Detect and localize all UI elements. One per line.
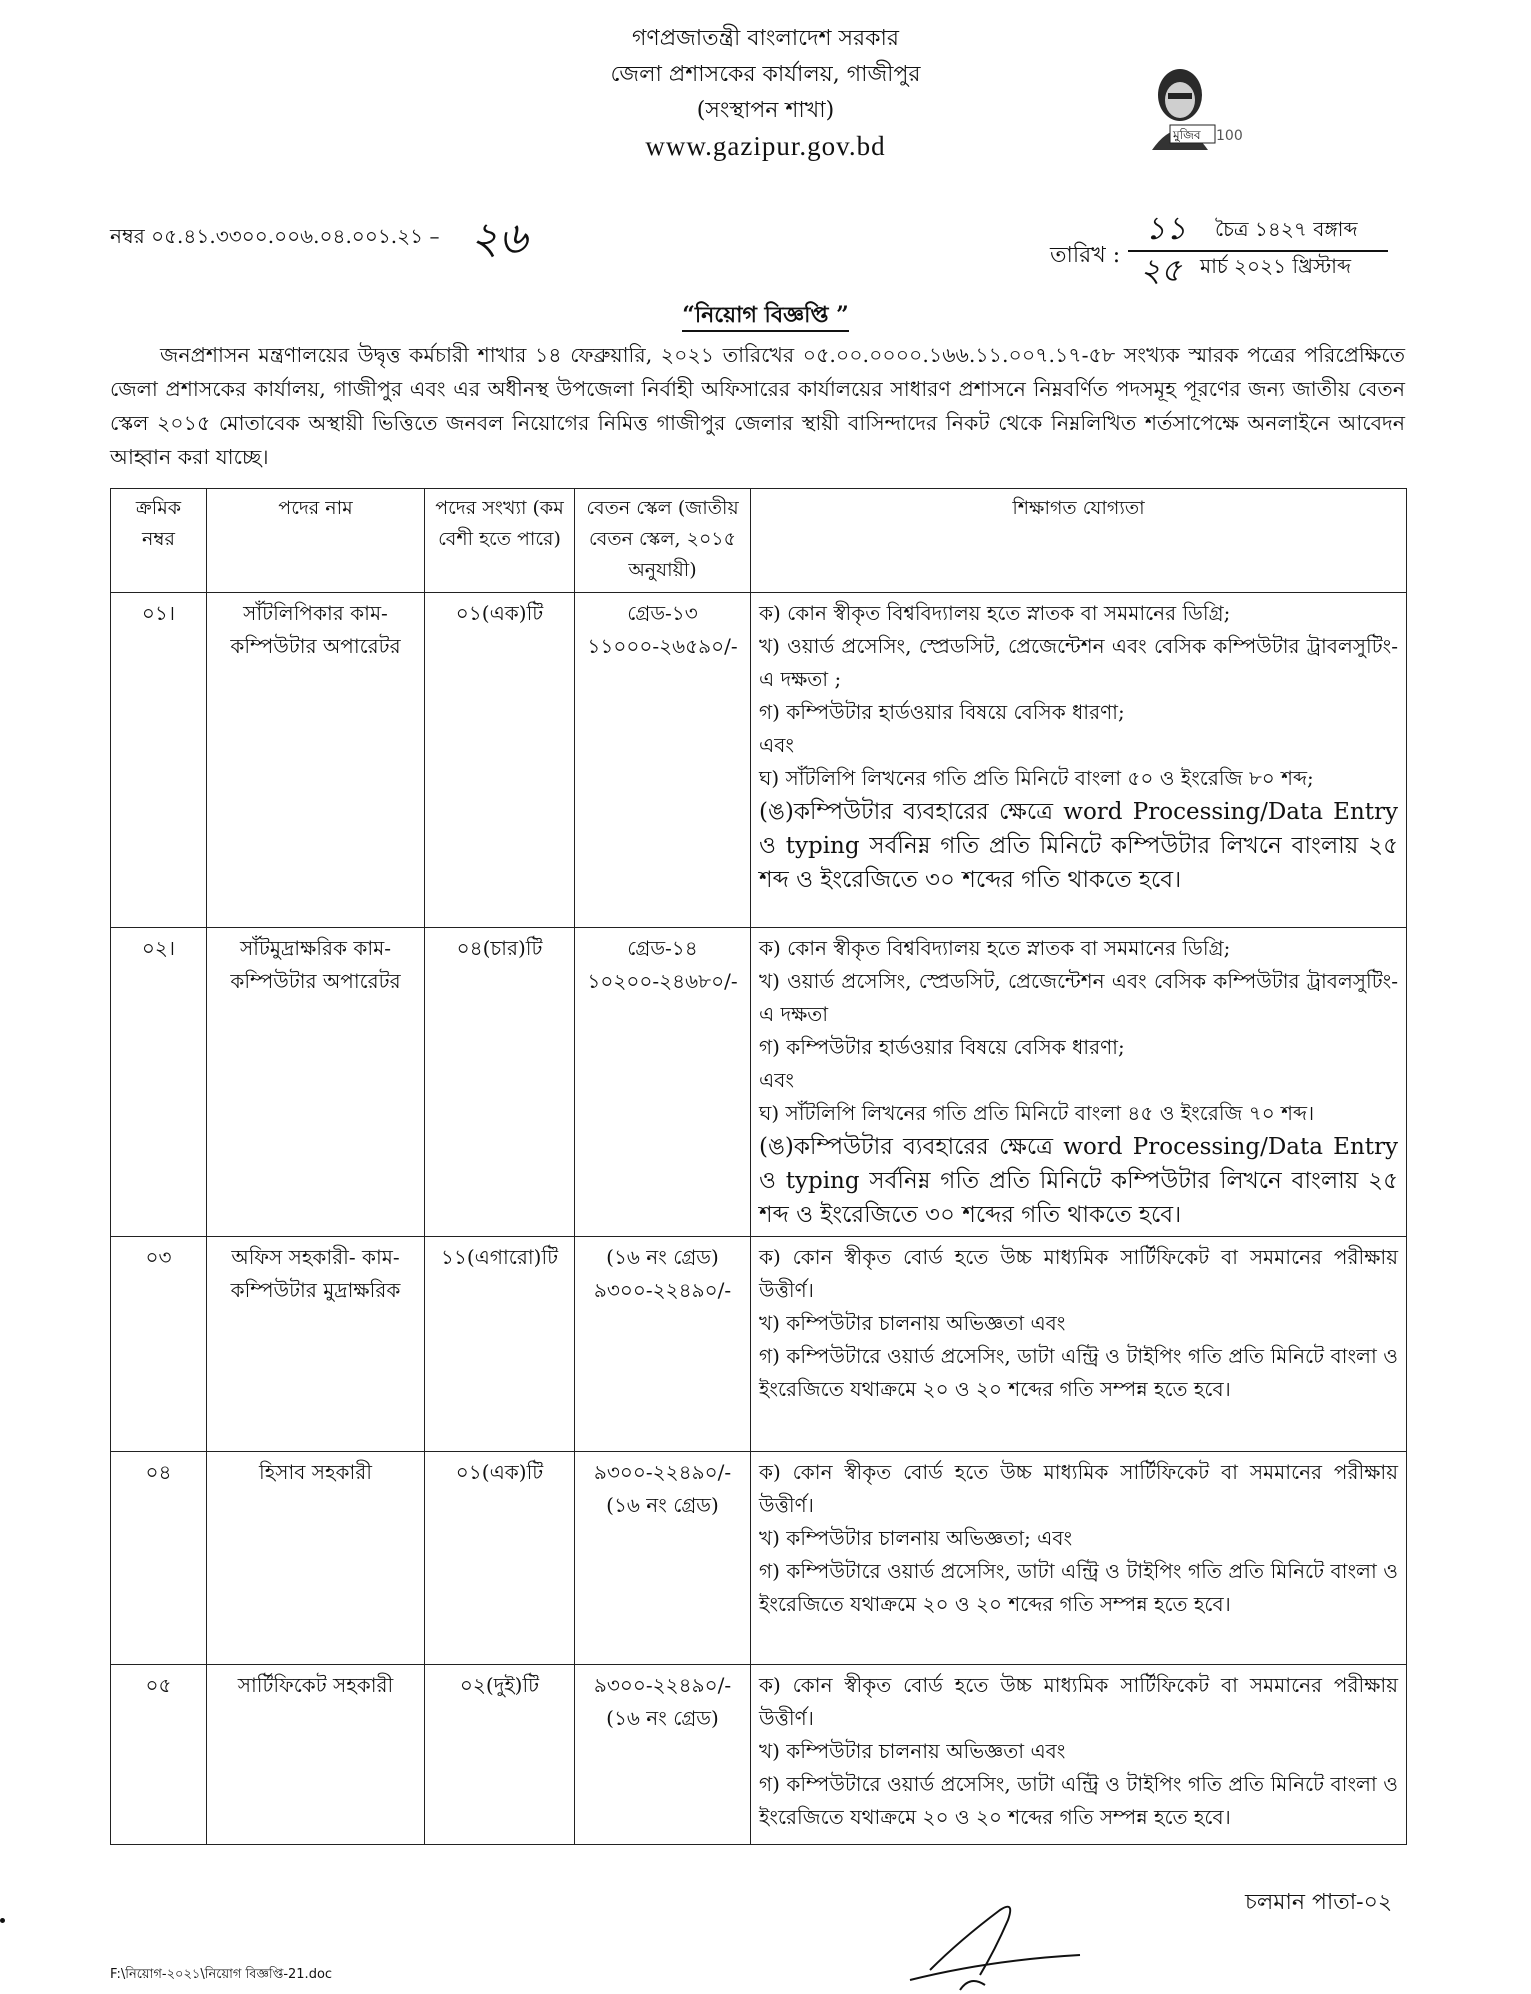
qualification-item: ক) কোন স্বীকৃত বোর্ড হতে উচ্চ মাধ্যমিক সার্টিফিকেট বা সমমানের পরীক্ষায় উত্তীর্ণ। bbox=[759, 1673, 1398, 1730]
qualification-item: খ) কম্পিউটার চালনায় অভিজ্ঞতা এবং bbox=[759, 1739, 1066, 1763]
table-row bbox=[111, 928, 1407, 1237]
scale-line: ১১০০০-২৬৫৯০/- bbox=[587, 634, 738, 658]
scale-line: ৯৩০০-২২৪৯০/- bbox=[593, 1278, 732, 1302]
date-english: মার্চ ২০২১ খ্রিস্টাব্দ bbox=[1200, 254, 1351, 278]
cell-count: ০১(এক)টি bbox=[425, 593, 575, 928]
qualification-item: গ) কম্পিউটার হার্ডওয়ার বিষয়ে বেসিক ধারণা; bbox=[759, 1035, 1125, 1059]
cell-scale bbox=[575, 1665, 751, 1845]
cell-scale bbox=[575, 1452, 751, 1665]
qualification-item: ঘ) সাঁটলিপি লিখনের গতি প্রতি মিনিটে বাংলা ৪৫ ও ইংরেজি ৭০ শব্দ। bbox=[759, 1101, 1315, 1125]
scale-line: গ্রেড-১৩ bbox=[627, 601, 698, 625]
cell-scale bbox=[575, 593, 751, 928]
qualification-item: গ) কম্পিউটারে ওয়ার্ড প্রসেসিং, ডাটা এন্ট্রি ও টাইপিং গতি প্রতি মিনিটে বাংলা ও ইংরেজিতে যথাক্রমে ২০ ও ২০ শব্দের গতি সম্পন্ন হতে হবে। bbox=[759, 1772, 1398, 1829]
cell-serial: ০৫ bbox=[111, 1665, 207, 1845]
header-branch: (সংস্থাপন শাখা) bbox=[696, 98, 835, 123]
qualification-item: (ঙ)কম্পিউটার ব্যবহারের ক্ষেত্রে word Processing/Data Entry ও typing সর্বনিম্ন গতি প্রতি মিনিটে কম্পিউটার লিখনে বাংলায় ২৫ শব্দ ও ইংরেজিতে ৩০ শব্দের গতি থাকতে হবে। bbox=[759, 799, 1398, 893]
qualification-item: ক) কোন স্বীকৃত বোর্ড হতে উচ্চ মাধ্যমিক সার্টিফিকেট বা সমমানের পরীক্ষায় উত্তীর্ণ। bbox=[759, 1245, 1398, 1302]
header-serial: ক্রমিক নম্বর bbox=[111, 489, 207, 593]
qualification-item: ক) কোন স্বীকৃত বিশ্ববিদ্যালয় হতে স্নাতক বা সমমানের ডিগ্রি; bbox=[759, 601, 1231, 625]
qualification-item: খ) ওয়ার্ড প্রসেসিং, স্প্রেডসিট, প্রেজেন্টেশন এবং বেসিক কম্পিউটার ট্রাবলসুটিং- এ দক্ষতা ; bbox=[759, 634, 1398, 691]
svg-text:মুজিব: মুজিব bbox=[1173, 128, 1201, 142]
cell-qualification bbox=[751, 593, 1407, 928]
qualification-item: এবং bbox=[759, 733, 794, 757]
cell-count: ১১(এগারো)টি bbox=[425, 1237, 575, 1452]
cell-serial: ০২। bbox=[111, 928, 207, 1237]
qualification-item: ক) কোন স্বীকৃত বোর্ড হতে উচ্চ মাধ্যমিক সার্টিফিকেট বা সমমানের পরীক্ষায় উত্তীর্ণ। bbox=[759, 1460, 1398, 1517]
reference-number: নম্বর ০৫.৪১.৩৩০০.০০৬.০৪.০০১.২১ – bbox=[110, 224, 440, 248]
intro-paragraph: জনপ্রশাসন মন্ত্রণালয়ের উদ্বৃত্ত কর্মচারী শাখার ১৪ ফেব্রুয়ারি, ২০২১ তারিখের ০৫.০০.০০০০.১৬৬.১১.০০৭.১৭-৫৮ সংখ্যক স্মারক পত্রের পরিপ্রেক্ষিতে জেলা প্রশাসকের কার্যালয়, গাজীপুর এবং এর অধীনস্থ উপজেলা নির্বাহী অফিসারের কার্যালয়ের সাধারণ প্রশাসনে নিম্নবর্ণিত পদসমূহ পূরণের জন্য জাতীয় বেতন স্কেল ২০১৫ মোতাবেক অস্থায়ী ভিত্তিতে জনবল নিয়োগের নিমিত্ত গাজীপুর জেলার স্থায়ী বাসিন্দাদের নিকট থেকে নিম্নলিখিত শর্তসাপেক্ষে অনলাইনে আবেদন আহ্বান করা যাচ্ছে। bbox=[110, 343, 1405, 469]
scale-line: ৯৩০০-২২৪৯০/- bbox=[593, 1460, 732, 1484]
cell-qualification bbox=[751, 928, 1407, 1237]
cell-post: সাঁটমুদ্রাক্ষরিক কাম-কম্পিউটার অপারেটর bbox=[207, 928, 425, 1237]
cell-scale bbox=[575, 928, 751, 1237]
qualification-item: খ) ওয়ার্ড প্রসেসিং, স্প্রেডসিট, প্রেজেন্টেশন এবং বেসিক কম্পিউটার ট্রাবলসুটিং- এ দক্ষতা bbox=[759, 969, 1398, 1026]
cell-post: হিসাব সহকারী bbox=[207, 1452, 425, 1665]
qualification-item: খ) কম্পিউটার চালনায় অভিজ্ঞতা; এবং bbox=[759, 1526, 1073, 1550]
header-post: পদের নাম bbox=[207, 489, 425, 593]
table-row bbox=[111, 593, 1407, 928]
qualification-item: গ) কম্পিউটার হার্ডওয়ার বিষয়ে বেসিক ধারণা; bbox=[759, 700, 1125, 724]
continued-page-note: চলমান পাতা-০২ bbox=[1245, 1890, 1393, 1915]
scan-mark bbox=[0, 1918, 5, 1923]
cell-qualification bbox=[751, 1237, 1407, 1452]
scale-line: (১৬ নং গ্রেড) bbox=[606, 1245, 719, 1269]
svg-text:100: 100 bbox=[1216, 128, 1243, 144]
cell-serial: ০৪ bbox=[111, 1452, 207, 1665]
notice-title: “নিয়োগ বিজ্ঞপ্তি ” bbox=[0, 298, 1531, 335]
cell-count: ০৪(চার)টি bbox=[425, 928, 575, 1237]
header-scale: বেতন স্কেল (জাতীয় বেতন স্কেল, ২০১৫ অনুযায়ী) bbox=[575, 489, 751, 593]
scale-line: ৯৩০০-২২৪৯০/- bbox=[593, 1673, 732, 1697]
mujib-borsho-logo-icon bbox=[1140, 55, 1243, 150]
qualification-item: এবং bbox=[759, 1068, 794, 1092]
cell-serial: ০১। bbox=[111, 593, 207, 928]
cell-scale bbox=[575, 1237, 751, 1452]
qualification-item: গ) কম্পিউটারে ওয়ার্ড প্রসেসিং, ডাটা এন্ট্রি ও টাইপিং গতি প্রতি মিনিটে বাংলা ও ইংরেজিতে যথাক্রমে ২০ ও ২০ শব্দের গতি সম্পন্ন হতে হবে। bbox=[759, 1344, 1398, 1401]
cell-count: ০২(দুই)টি bbox=[425, 1665, 575, 1845]
table-row bbox=[111, 1237, 1407, 1452]
cell-post: সাঁটলিপিকার কাম-কম্পিউটার অপারেটর bbox=[207, 593, 425, 928]
header-count: পদের সংখ্যা (কম বেশী হতে পারে) bbox=[425, 489, 575, 593]
date-label: তারিখ : bbox=[1050, 243, 1121, 268]
scale-line: গ্রেড-১৪ bbox=[627, 936, 698, 960]
header-office: জেলা প্রশাসকের কার্যালয়, গাজীপুর bbox=[610, 62, 921, 87]
reference-handwritten: ২৬ bbox=[470, 213, 528, 264]
date-english-day: ২৫ bbox=[1140, 251, 1182, 289]
qualification-item: ক) কোন স্বীকৃত বিশ্ববিদ্যালয় হতে স্নাতক বা সমমানের ডিগ্রি; bbox=[759, 936, 1231, 960]
qualification-item: গ) কম্পিউটারে ওয়ার্ড প্রসেসিং, ডাটা এন্ট্রি ও টাইপিং গতি প্রতি মিনিটে বাংলা ও ইংরেজিতে যথাক্রমে ২০ ও ২০ শব্দের গতি সম্পন্ন হতে হবে। bbox=[759, 1559, 1398, 1616]
scale-line: (১৬ নং গ্রেড) bbox=[606, 1706, 719, 1730]
posts-table bbox=[110, 488, 1407, 1845]
qualification-item: (ঙ)কম্পিউটার ব্যবহারের ক্ষেত্রে word Processing/Data Entry ও typing সর্বনিম্ন গতি প্রতি মিনিটে কম্পিউটার লিখনে বাংলায় ২৫ শব্দ ও ইংরেজিতে ৩০ শব্দের গতি থাকতে হবে। bbox=[759, 1134, 1398, 1228]
cell-post: অফিস সহকারী- কাম-কম্পিউটার মুদ্রাক্ষরিক bbox=[207, 1237, 425, 1452]
table-row bbox=[111, 1452, 1407, 1665]
cell-qualification bbox=[751, 1452, 1407, 1665]
header-govt: গণপ্রজাতন্ত্রী বাংলাদেশ সরকার bbox=[631, 26, 900, 51]
date-bangla-day: ১১ bbox=[1145, 209, 1187, 247]
date-bangla: চৈত্র ১৪২৭ বঙ্গাব্দ bbox=[1215, 217, 1358, 241]
header-qualification: শিক্ষাগত যোগ্যতা bbox=[751, 489, 1407, 593]
table-header-row bbox=[111, 489, 1407, 593]
cell-post: সার্টিফিকেট সহকারী bbox=[207, 1665, 425, 1845]
cell-count: ০১(এক)টি bbox=[425, 1452, 575, 1665]
table-row bbox=[111, 1665, 1407, 1845]
cell-qualification bbox=[751, 1665, 1407, 1845]
scale-line: (১৬ নং গ্রেড) bbox=[606, 1493, 719, 1517]
file-path: F:\নিয়োগ-২০২১\নিয়োগ বিজ্ঞপ্তি-21.doc bbox=[110, 1967, 333, 1982]
signature bbox=[900, 1880, 1100, 1990]
qualification-item: খ) কম্পিউটার চালনায় অভিজ্ঞতা এবং bbox=[759, 1311, 1066, 1335]
header-website[interactable]: www.gazipur.gov.bd bbox=[645, 131, 886, 161]
cell-serial: ০৩ bbox=[111, 1237, 207, 1452]
qualification-item: ঘ) সাঁটলিপি লিখনের গতি প্রতি মিনিটে বাংলা ৫০ ও ইংরেজি ৮০ শব্দ; bbox=[759, 766, 1314, 790]
scale-line: ১০২০০-২৪৬৮০/- bbox=[587, 969, 738, 993]
